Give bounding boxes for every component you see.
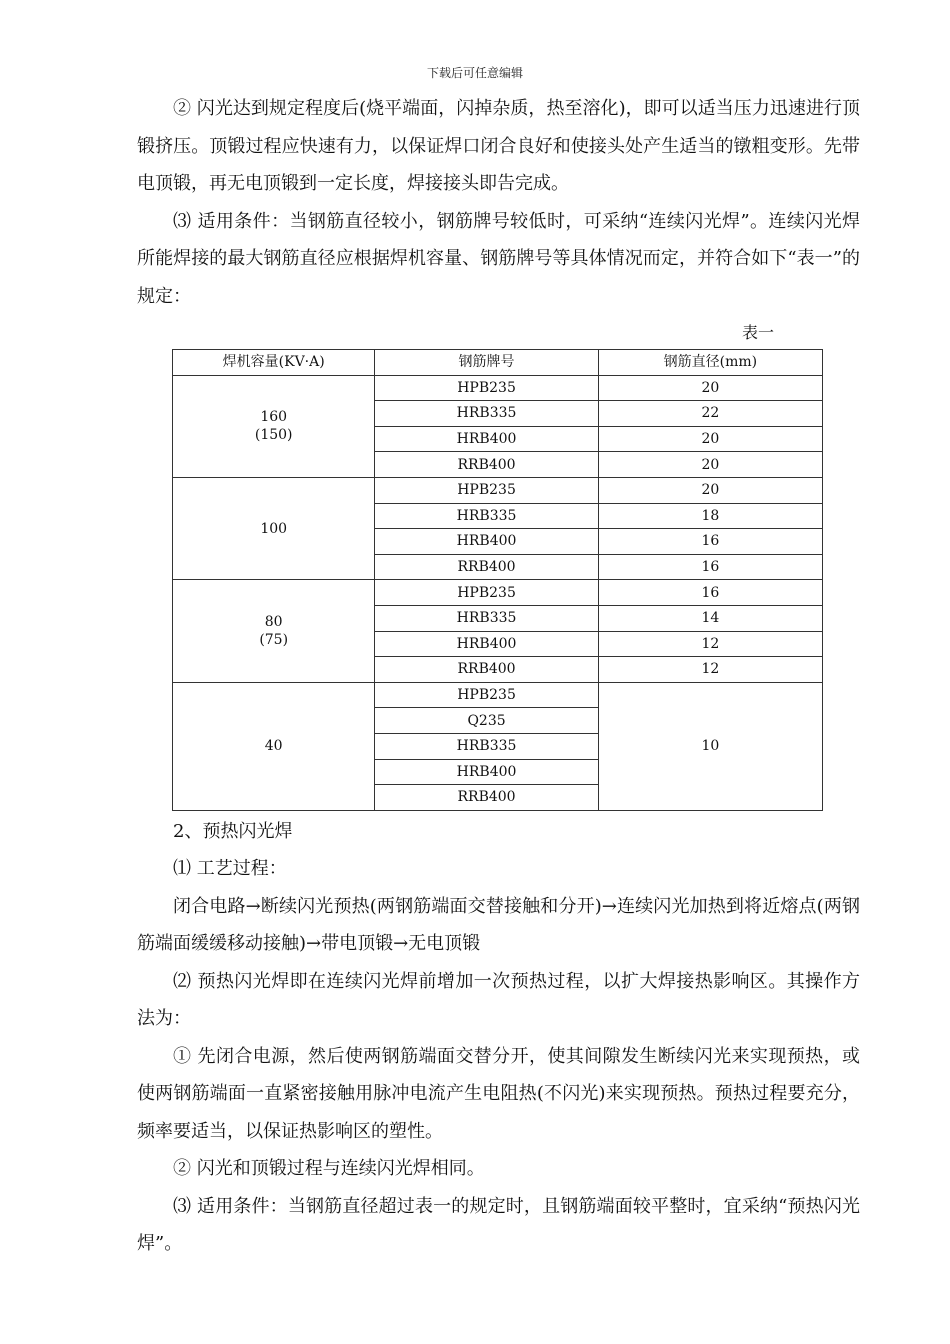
- grade-cell: HRB335: [375, 733, 598, 759]
- grade-cell: HRB335: [375, 605, 598, 631]
- paragraph-preheat-definition: ⑵ 预热闪光焊即在连续闪光焊前增加一次预热过程，以扩大焊接热影响区。其操作方法为：: [137, 970, 860, 1030]
- table-row: [173, 682, 823, 708]
- diameter-cell: 22: [598, 401, 822, 427]
- paragraph-method-step-1: ① 先闭合电源，然后使两钢筋端面交替分开，使其间隙发生断续闪光来实现预热，或使两钢筋端面一直紧密接触用脉冲电流产生电阻热(不闪光)来实现预热。预热过程要充分，频率要适当，以保证热影响区的塑性。: [137, 1045, 860, 1142]
- diameter-cell: 20: [598, 477, 822, 503]
- diameter-cell: 18: [598, 503, 822, 529]
- document-body: [137, 90, 860, 1263]
- capacity-cell: 160 (150): [173, 375, 375, 477]
- grade-cell: RRB400: [375, 554, 598, 580]
- diameter-cell: 16: [598, 529, 822, 555]
- table-header-row: [173, 350, 823, 376]
- header-capacity: 焊机容量(KV·A): [173, 350, 375, 376]
- grade-cell: HRB400: [375, 529, 598, 555]
- table-caption: 表一: [741, 323, 774, 342]
- header-diameter: 钢筋直径(mm): [598, 350, 822, 376]
- header-grade: 钢筋牌号: [375, 350, 598, 376]
- grade-cell: HPB235: [375, 682, 598, 708]
- grade-cell: RRB400: [375, 452, 598, 478]
- capacity-cell: 100: [173, 477, 375, 579]
- paragraph-applicable-conditions: ⑶ 适用条件：当钢筋直径较小，钢筋牌号较低时，可采纳“连续闪光焊”。连续闪光焊所能焊接的最大钢筋直径应根据焊机容量、钢筋牌号等具体情况而定，并符合如下“表一”的规定：: [137, 210, 860, 307]
- diameter-cell: 12: [598, 657, 822, 683]
- page-header: 下载后可任意编辑: [426, 66, 523, 80]
- table-row: [173, 477, 823, 503]
- grade-cell: HPB235: [375, 477, 598, 503]
- capacity-cell: 40: [173, 682, 375, 810]
- diameter-cell: 10: [598, 682, 822, 810]
- table-row: [173, 580, 823, 606]
- welding-spec-table: [172, 349, 823, 811]
- grade-cell: Q235: [375, 708, 598, 734]
- grade-cell: HRB400: [375, 426, 598, 452]
- paragraph-process-flow: 闭合电路→断续闪光预热(两钢筋端面交替接触和分开)→连续闪光加热到将近熔点(两钢筋端面缓缓移动接触)→带电顶锻→无电顶锻: [137, 895, 860, 955]
- grade-cell: HRB400: [375, 631, 598, 657]
- diameter-cell: 20: [598, 452, 822, 478]
- diameter-cell: 16: [598, 554, 822, 580]
- capacity-cell: 80 (75): [173, 580, 375, 682]
- table-row: [173, 375, 823, 401]
- paragraph-preheat-conditions: ⑶ 适用条件：当钢筋直径超过表一的规定时，且钢筋端面较平整时，宜采纳“预热闪光焊”。: [137, 1195, 860, 1255]
- grade-cell: HPB235: [375, 580, 598, 606]
- grade-cell: HRB335: [375, 503, 598, 529]
- grade-cell: HRB335: [375, 401, 598, 427]
- section-title-preheat-flash-welding: 2、预热闪光焊: [173, 820, 293, 842]
- subheading-process: ⑴ 工艺过程：: [173, 858, 287, 880]
- paragraph-upset-forging: ② 闪光达到规定程度后(烧平端面，闪掉杂质，热至溶化)，即可以适当压力迅速进行顶锻挤压。顶锻过程应快速有力，以保证焊口闭合良好和使接头处产生适当的镦粗变形。先带电顶锻，再无电顶锻到一定长度，焊接接头即告完成。: [137, 98, 860, 194]
- diameter-cell: 14: [598, 605, 822, 631]
- paragraph-method-step-2: ② 闪光和顶锻过程与连续闪光焊相同。: [173, 1158, 485, 1180]
- diameter-cell: 16: [598, 580, 822, 606]
- grade-cell: HRB400: [375, 759, 598, 785]
- diameter-cell: 20: [598, 426, 822, 452]
- grade-cell: HPB235: [375, 375, 598, 401]
- grade-cell: RRB400: [375, 785, 598, 811]
- diameter-cell: 12: [598, 631, 822, 657]
- diameter-cell: 20: [598, 375, 822, 401]
- grade-cell: RRB400: [375, 657, 598, 683]
